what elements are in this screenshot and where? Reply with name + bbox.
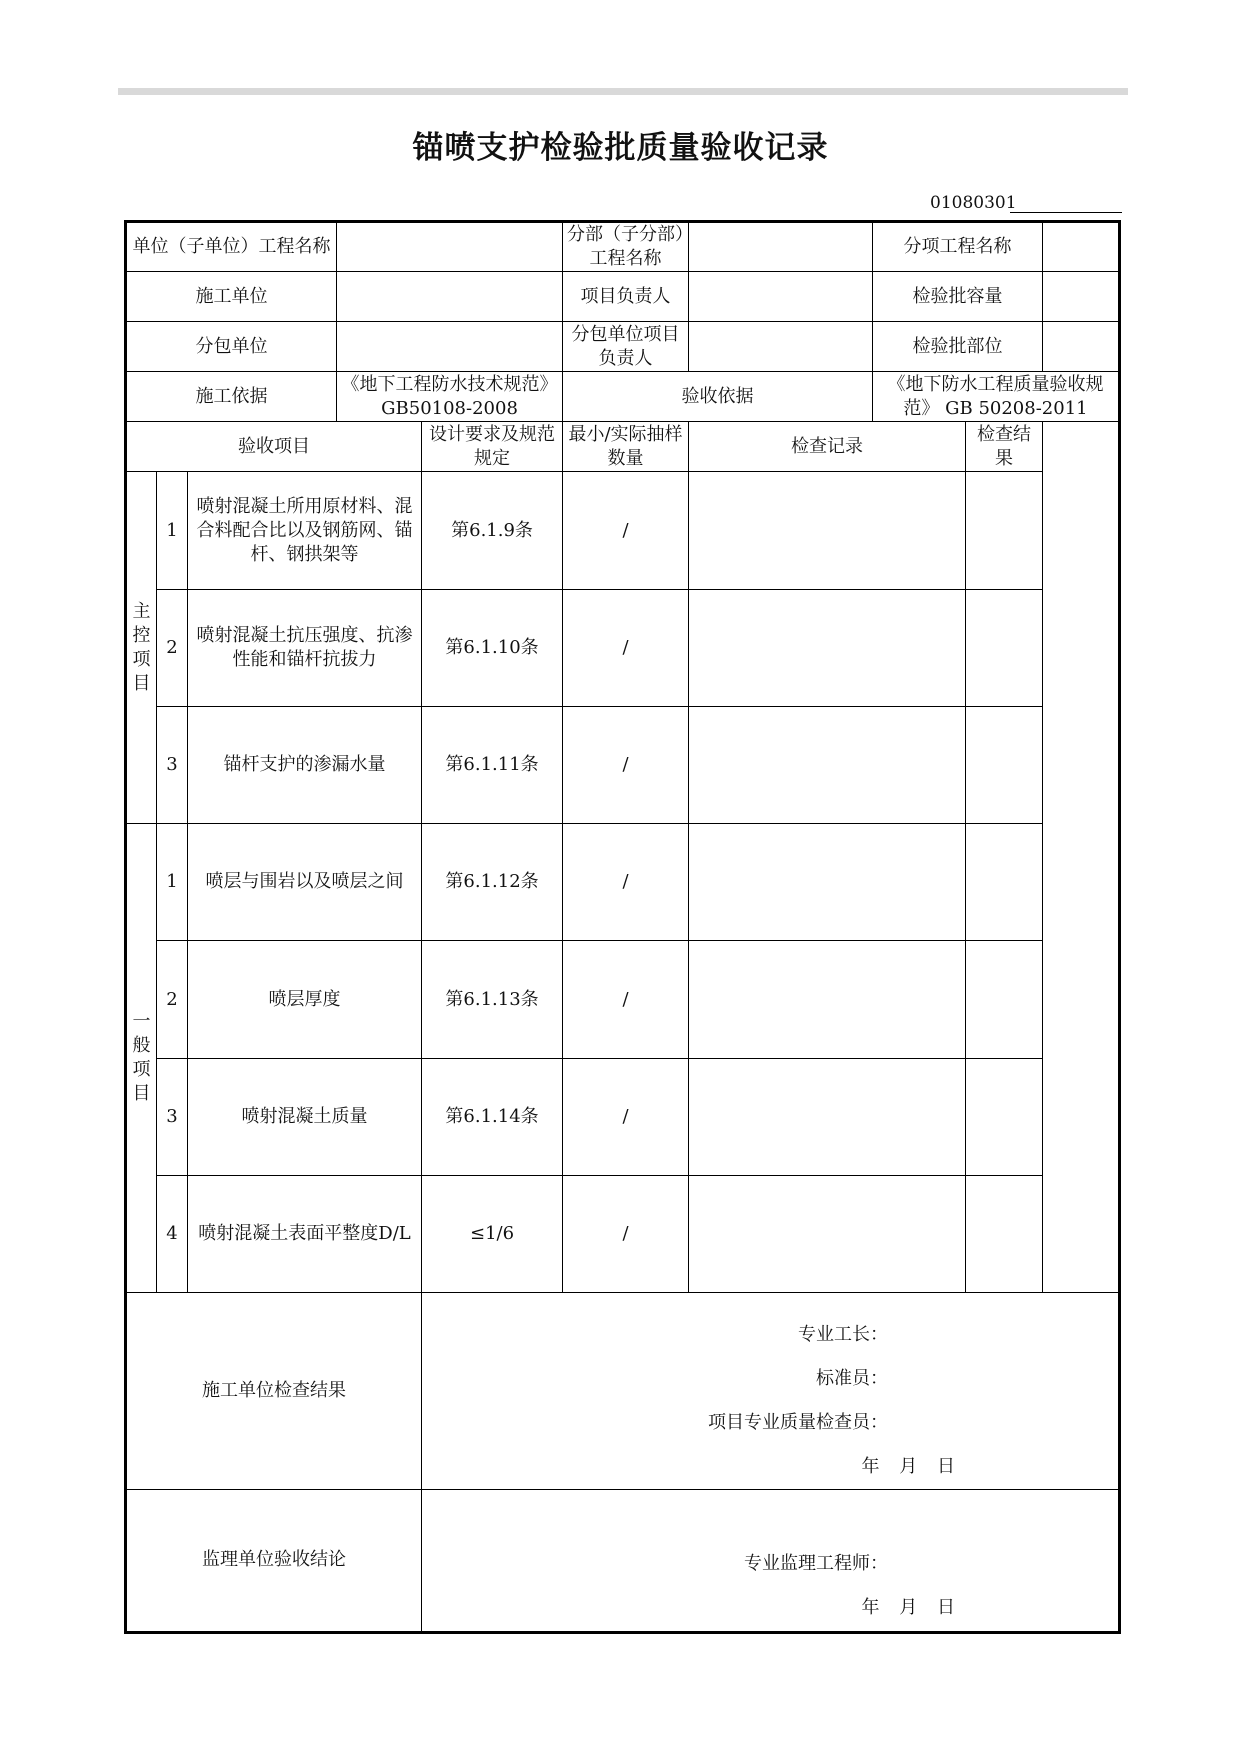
- division-name-label: 分部（子分部）工程名称: [563, 222, 689, 272]
- supervisor-date-label: 年 月 日: [861, 1596, 955, 1618]
- project-manager-label: 项目负责人: [563, 272, 689, 322]
- construction-basis-value: 《地下工程防水技术规范》GB50108-2008: [337, 372, 563, 422]
- lot-location-value[interactable]: [1043, 322, 1120, 372]
- sample-count: /: [563, 824, 689, 941]
- check-record-cell[interactable]: [689, 1175, 966, 1292]
- top-divider-bar: [118, 88, 1128, 95]
- check-record-cell[interactable]: [689, 706, 966, 823]
- sub-project-manager-label: 分包单位项目负责人: [563, 322, 689, 372]
- item-description: 锚杆支护的渗漏水量: [188, 706, 422, 823]
- foreman-label: 专业工长：: [798, 1324, 888, 1346]
- acceptance-form-table: [124, 220, 1121, 1634]
- sample-count: /: [563, 706, 689, 823]
- check-result-cell[interactable]: [966, 941, 1043, 1058]
- row-number: 2: [157, 941, 188, 1058]
- requirement-clause: 第6.1.11条: [422, 706, 563, 823]
- sample-count: /: [563, 1058, 689, 1175]
- subcontractor-value[interactable]: [337, 322, 563, 372]
- lot-capacity-label: 检验批容量: [873, 272, 1043, 322]
- row-number: 1: [157, 472, 188, 589]
- requirement-clause: 第6.1.9条: [422, 472, 563, 589]
- acceptance-basis-value: 《地下防水工程质量验收规范》 GB 50208-2011: [873, 372, 1120, 422]
- row-number: 2: [157, 589, 188, 706]
- construction-basis-label: 施工依据: [126, 372, 337, 422]
- supervisor-signature-area[interactable]: [422, 1489, 1120, 1632]
- contractor-label: 施工单位: [126, 272, 337, 322]
- acceptance-basis-label: 验收依据: [563, 372, 873, 422]
- sample-count: /: [563, 941, 689, 1058]
- sample-count: /: [563, 472, 689, 589]
- check-result-cell[interactable]: [966, 1175, 1043, 1292]
- subcontractor-label: 分包单位: [126, 322, 337, 372]
- contractor-check-label: 施工单位检查结果: [126, 1293, 422, 1489]
- item-description: 喷射混凝土表面平整度D/L: [188, 1175, 422, 1292]
- contractor-check-signature-area[interactable]: [422, 1293, 1120, 1489]
- check-record-cell[interactable]: [689, 589, 966, 706]
- lot-location-label: 检验批部位: [873, 322, 1043, 372]
- column-header-requirement: 设计要求及规范规定: [422, 422, 563, 472]
- lot-capacity-value[interactable]: [1043, 272, 1120, 322]
- check-result-cell[interactable]: [966, 706, 1043, 823]
- unit-name-label: 单位（子单位）工程名称: [126, 222, 337, 272]
- column-header-sample: 最小/实际抽样数量: [563, 422, 689, 472]
- requirement-clause: 第6.1.14条: [422, 1058, 563, 1175]
- sample-count: /: [563, 1175, 689, 1292]
- general-group-label: 一般项目: [126, 824, 157, 1293]
- row-number: 4: [157, 1175, 188, 1292]
- requirement-clause: 第6.1.12条: [422, 824, 563, 941]
- item-description: 喷射混凝土质量: [188, 1058, 422, 1175]
- main-control-group-label: 主控项目: [126, 472, 157, 824]
- contractor-date-label: 年 月 日: [861, 1456, 955, 1478]
- supervisor-conclusion-label: 监理单位验收结论: [126, 1489, 422, 1632]
- column-header-record: 检查记录: [689, 422, 966, 472]
- item-description: 喷射混凝土抗压强度、抗渗性能和锚杆抗拔力: [188, 589, 422, 706]
- item-description: 喷层厚度: [188, 941, 422, 1058]
- check-result-cell[interactable]: [966, 472, 1043, 589]
- check-result-cell[interactable]: [966, 589, 1043, 706]
- check-record-cell[interactable]: [689, 1058, 966, 1175]
- form-code: 01080301: [930, 193, 1017, 213]
- requirement-clause: ≤1/6: [422, 1175, 563, 1292]
- sample-count: /: [563, 589, 689, 706]
- division-name-value[interactable]: [689, 222, 873, 272]
- quality-inspector-label: 项目专业质量检查员：: [708, 1412, 888, 1434]
- unit-name-value[interactable]: [337, 222, 563, 272]
- row-number: 3: [157, 706, 188, 823]
- supervising-engineer-label: 专业监理工程师：: [744, 1552, 888, 1574]
- column-header-result: 检查结果: [966, 422, 1043, 472]
- contractor-value[interactable]: [337, 272, 563, 322]
- check-result-cell[interactable]: [966, 824, 1043, 941]
- subitem-name-label: 分项工程名称: [873, 222, 1043, 272]
- sub-project-manager-value[interactable]: [689, 322, 873, 372]
- standard-officer-label: 标准员：: [816, 1368, 888, 1390]
- check-record-cell[interactable]: [689, 472, 966, 589]
- row-number: 3: [157, 1058, 188, 1175]
- page-title: 锚喷支护检验批质量验收记录: [412, 130, 829, 166]
- row-number: 1: [157, 824, 188, 941]
- check-record-cell[interactable]: [689, 941, 966, 1058]
- requirement-clause: 第6.1.10条: [422, 589, 563, 706]
- subitem-name-value[interactable]: [1043, 222, 1120, 272]
- requirement-clause: 第6.1.13条: [422, 941, 563, 1058]
- check-result-cell[interactable]: [966, 1058, 1043, 1175]
- column-header-item: 验收项目: [126, 422, 422, 472]
- project-manager-value[interactable]: [689, 272, 873, 322]
- form-code-underline: [1010, 212, 1122, 213]
- item-description: 喷层与围岩以及喷层之间: [188, 824, 422, 941]
- item-description: 喷射混凝土所用原材料、混合料配合比以及钢筋网、锚杆、钢拱架等: [188, 472, 422, 589]
- check-record-cell[interactable]: [689, 824, 966, 941]
